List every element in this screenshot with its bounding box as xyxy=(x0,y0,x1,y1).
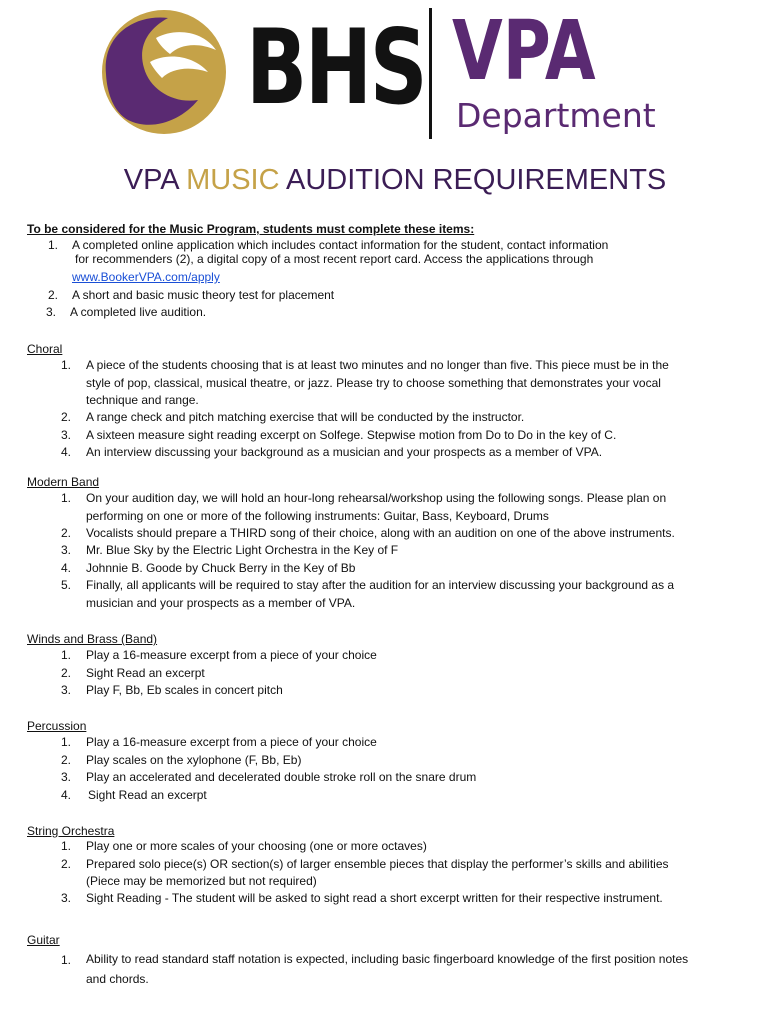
list-item-continuation: and chords. xyxy=(86,972,149,986)
list-item-continuation: performing on one or more of the following instruments: Guitar, Bass, Keyboard, Drums xyxy=(86,509,549,523)
list-number: 1. xyxy=(60,735,71,749)
list-number: 3. xyxy=(60,770,71,784)
list-item: On your audition day, we will hold an hour-long rehearsal/workshop using the following songs. Please plan on xyxy=(86,491,667,505)
list-item-continuation: technique and range. xyxy=(86,393,199,407)
list-item-continuation: musician and your prospects as a member of VPA. xyxy=(86,596,356,610)
list-item: An interview discussing your background as a musician and your prospects as a member of VPA. xyxy=(86,445,603,459)
list-number: 3. xyxy=(60,543,71,557)
list-number: 1. xyxy=(60,648,71,662)
list-number: 4. xyxy=(60,561,71,575)
list-item: Play an accelerated and decelerated double stroke roll on the snare drum xyxy=(86,770,477,784)
section-heading-choral: Choral xyxy=(27,342,63,356)
list-item: A piece of the students choosing that is at least two minutes and no longer than five. This piece must be in the xyxy=(86,358,669,372)
list-item: Sight Read an excerpt xyxy=(86,666,205,680)
list-number: 3. xyxy=(60,683,71,697)
list-number: 2. xyxy=(60,753,71,767)
apply-link[interactable]: www.BookerVPA.com/apply xyxy=(72,270,220,284)
list-item: Play a 16-measure excerpt from a piece of your choice xyxy=(86,735,377,749)
list-number: 2. xyxy=(60,526,71,540)
list-item: Prepared solo piece(s) OR section(s) of larger ensemble pieces that display the performer’s skills and abilities xyxy=(86,857,669,871)
list-item: Ability to read standard staff notation is expected, including basic fingerboard knowledge of the first position notes xyxy=(86,952,689,966)
section-heading-winds-brass: Winds and Brass (Band) xyxy=(27,632,158,646)
school-swirl-logo-icon xyxy=(98,8,234,136)
list-item: Sight Read an excerpt xyxy=(88,788,207,802)
logo-divider xyxy=(429,8,432,139)
list-number: 2. xyxy=(47,288,58,302)
list-item: A completed online application which includes contact information for the student, contact information xyxy=(72,238,609,252)
school-initials-logo: BHS xyxy=(246,8,426,128)
section-heading-modern-band: Modern Band xyxy=(27,475,100,489)
brand-logo-text: VPA xyxy=(452,4,596,99)
header xyxy=(0,0,768,150)
list-item: Play a 16-measure excerpt from a piece of your choice xyxy=(86,648,377,662)
list-item: Play F, Bb, Eb scales in concert pitch xyxy=(86,683,283,697)
list-number: 4. xyxy=(60,445,71,459)
list-number: 1. xyxy=(60,953,71,967)
department-label: Department xyxy=(456,96,656,135)
list-number: 3. xyxy=(45,305,56,319)
list-number: 2. xyxy=(60,666,71,680)
list-number: 1. xyxy=(60,491,71,505)
list-item: A range check and pitch matching exercise that will be conducted by the instructor. xyxy=(86,410,525,424)
list-number: 2. xyxy=(60,410,71,424)
list-number: 3. xyxy=(60,428,71,442)
list-item-continuation: for recommenders (2), a digital copy of a most recent report card. Access the applications through xyxy=(75,252,594,266)
list-item: A completed live audition. xyxy=(70,305,207,319)
list-item-continuation: (Piece may be memorized but not required) xyxy=(86,874,317,888)
list-item: Vocalists should prepare a THIRD song of their choice, along with an audition on one of the above instruments. xyxy=(86,526,675,540)
page-title: VPA MUSIC AUDITION REQUIREMENTS xyxy=(123,164,667,196)
list-item: Play scales on the xylophone (F, Bb, Eb) xyxy=(86,753,302,767)
list-item-continuation: style of pop, classical, musical theatre, or jazz. Please try to choose something that demonstrates your vocal xyxy=(86,376,661,390)
list-item: Johnnie B. Goode by Chuck Berry in the Key of Bb xyxy=(86,561,356,575)
list-item: A sixteen measure sight reading excerpt on Solfege. Stepwise motion from Do to Do in the key of C. xyxy=(86,428,617,442)
list-number: 4. xyxy=(60,788,71,802)
list-item: Mr. Blue Sky by the Electric Light Orchestra in the Key of F xyxy=(86,543,399,557)
list-number: 5. xyxy=(60,578,71,592)
list-item: Finally, all applicants will be required to stay after the audition for an interview discussing your background as a xyxy=(86,578,675,592)
list-number: 1. xyxy=(60,358,71,372)
list-number: 1. xyxy=(60,839,71,853)
section-heading-percussion: Percussion xyxy=(27,719,87,733)
intro-heading: To be considered for the Music Program, students must complete these items: xyxy=(27,222,475,236)
list-number: 1. xyxy=(47,238,58,252)
list-item: A short and basic music theory test for placement xyxy=(72,288,335,302)
list-item: Sight Reading - The student will be asked to sight read a short excerpt written for their respective instrument. xyxy=(86,891,663,905)
section-heading-string-orchestra: String Orchestra xyxy=(27,824,115,838)
list-number: 2. xyxy=(60,857,71,871)
section-heading-guitar: Guitar xyxy=(27,933,60,947)
list-item: Play one or more scales of your choosing (one or more octaves) xyxy=(86,839,427,853)
list-number: 3. xyxy=(60,891,71,905)
